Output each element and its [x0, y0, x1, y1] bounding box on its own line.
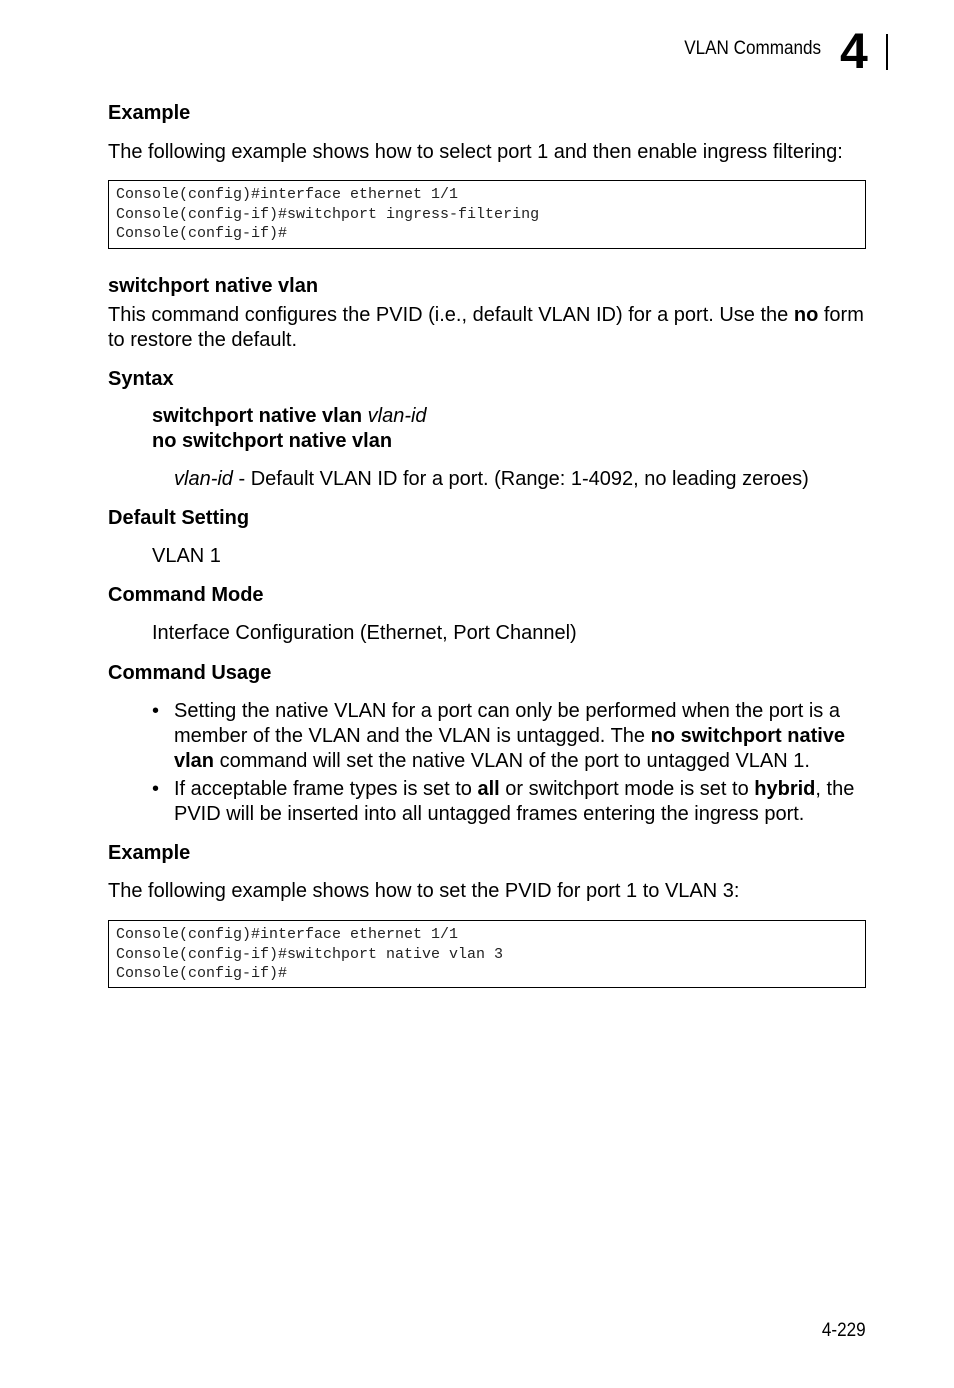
- example-intro: The following example shows how to set the PVID for port 1 to VLAN 3:: [108, 880, 740, 902]
- bullet-icon: •: [152, 700, 160, 722]
- code-block: [108, 920, 866, 988]
- code-line: Console(config)#interface ethernet 1/1: [116, 926, 459, 943]
- code-line: Console(config-if)#switchport ingress-filtering: [116, 205, 540, 223]
- usage-bullet: • Setting the native VLAN for a port can only be performed when the port is a member of the VLAN and the VLAN is untagged. The no switchport native vlan command will set the native VLAN of the port to untagged VLAN 1.: [152, 700, 846, 772]
- syntax-line: switchport native vlan vlan-id: [152, 405, 427, 427]
- command-heading: switchport native vlan: [108, 275, 319, 297]
- default-setting-value: VLAN 1: [152, 545, 221, 567]
- code-line: Console(config)#interface ethernet 1/1: [116, 186, 459, 203]
- chapter-number: 4: [840, 23, 868, 79]
- syntax-heading: Syntax: [108, 368, 174, 390]
- code-block: [108, 180, 866, 249]
- parameter-description: vlan-id - Default VLAN ID for a port. (Range: 1-4092, no leading zeroes): [174, 468, 809, 490]
- running-header-title: VLAN Commands: [684, 38, 821, 59]
- code-line: Console(config-if)#: [116, 225, 288, 242]
- code-line: Console(config-if)#: [116, 965, 288, 982]
- bullet-icon: •: [152, 778, 160, 800]
- command-description: This command configures the PVID (i.e., default VLAN ID) for a port. Use the no form to restore the default.: [108, 304, 864, 351]
- example-heading: Example: [108, 102, 191, 124]
- command-mode-value: Interface Configuration (Ethernet, Port Channel): [152, 622, 577, 644]
- default-setting-heading: Default Setting: [108, 507, 250, 529]
- code-line: Console(config-if)#switchport native vlan 3: [116, 945, 504, 963]
- command-mode-heading: Command Mode: [108, 584, 264, 606]
- chapter-divider: [886, 34, 888, 70]
- example-intro: The following example shows how to select port 1 and then enable ingress filtering:: [108, 141, 843, 163]
- example-heading: Example: [108, 842, 191, 864]
- syntax-line: no switchport native vlan: [152, 430, 393, 452]
- page-number: 4-229: [822, 1320, 866, 1341]
- command-usage-heading: Command Usage: [108, 662, 272, 684]
- usage-bullet: • If acceptable frame types is set to all or switchport mode is set to hybrid, the PVID will be inserted into all untagged frames entering the ingress port.: [152, 778, 855, 825]
